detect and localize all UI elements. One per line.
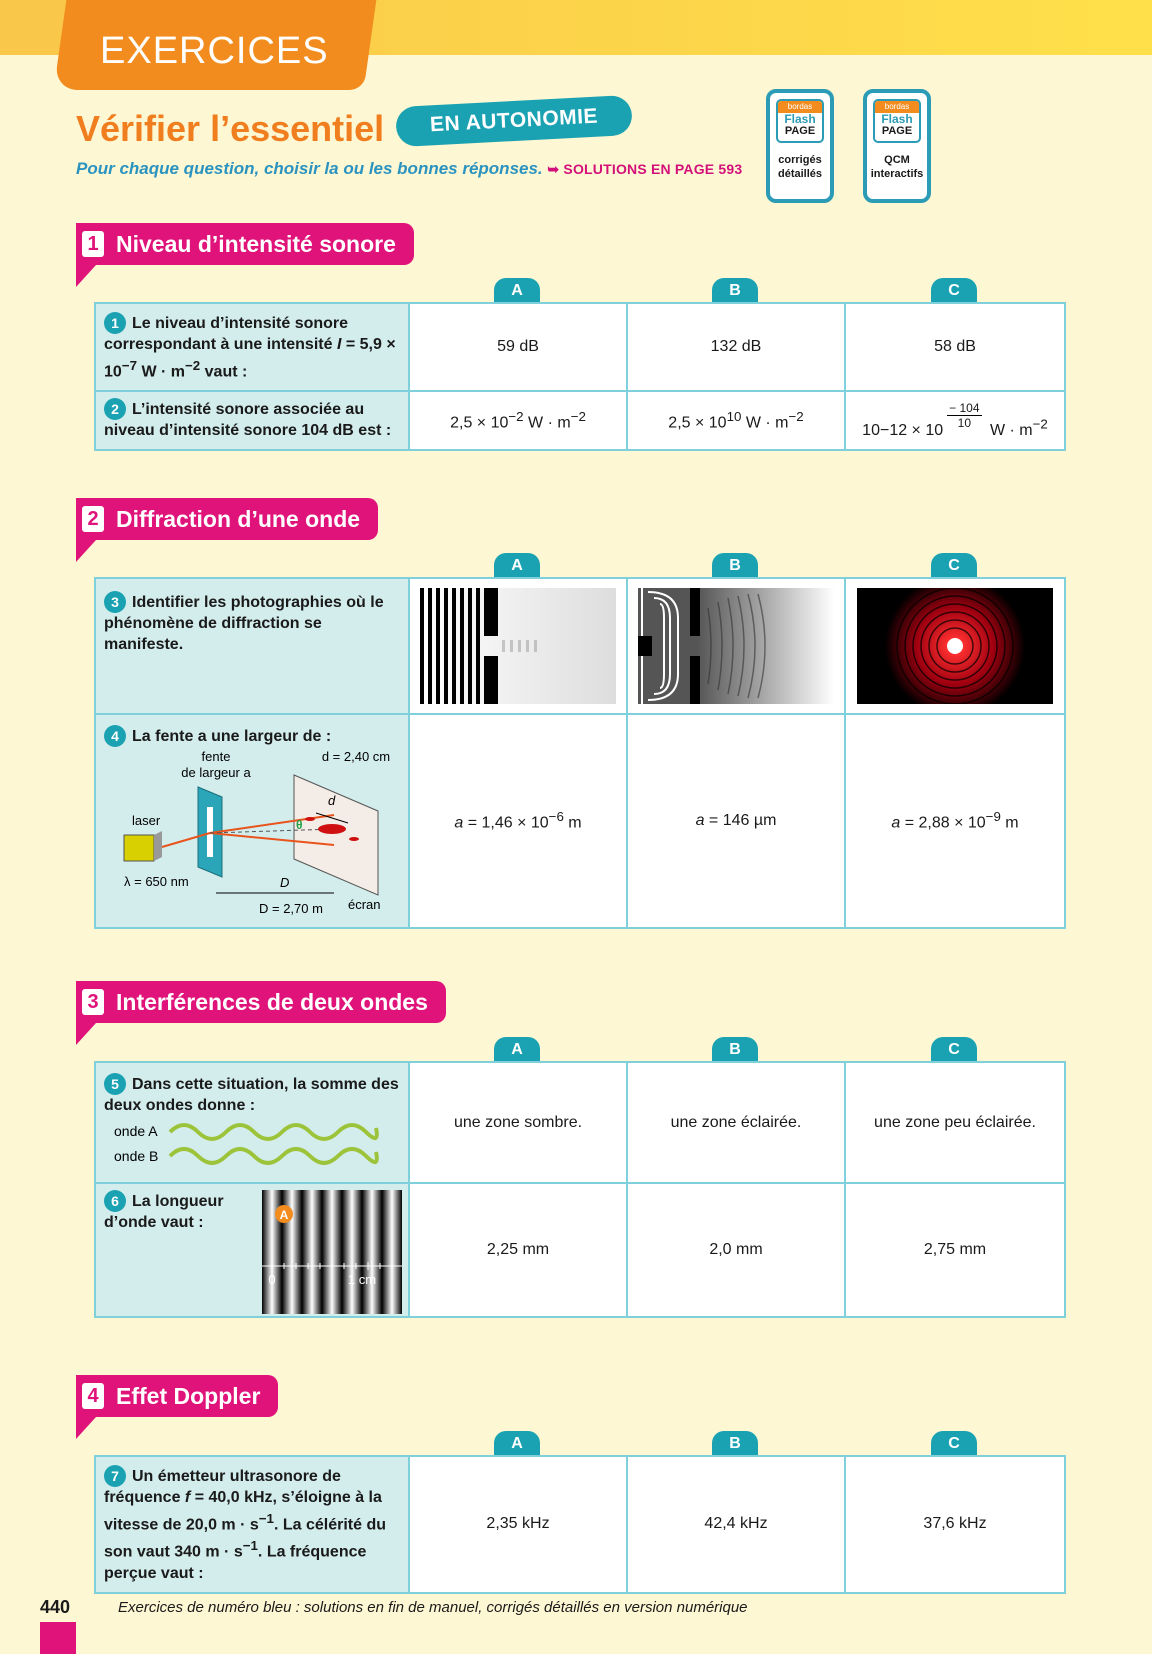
answer-6b[interactable]: 2,0 mm bbox=[627, 1183, 845, 1317]
page-label: PAGE bbox=[784, 125, 816, 137]
exp-denominator: 10 bbox=[957, 416, 971, 431]
question-4 bbox=[95, 714, 409, 928]
exp-numerator: 104 bbox=[959, 401, 980, 416]
section-number: 2 bbox=[82, 506, 104, 532]
section-number: 3 bbox=[82, 989, 104, 1015]
column-a-header: A bbox=[494, 1037, 540, 1061]
flash-label: Flash bbox=[784, 112, 816, 126]
question-6 bbox=[95, 1183, 409, 1317]
waves-figure bbox=[104, 1118, 400, 1170]
answer-3c[interactable] bbox=[845, 578, 1065, 714]
fringes-image bbox=[262, 1190, 402, 1314]
column-a-header: A bbox=[494, 278, 540, 302]
fig-label-slit: fente bbox=[201, 749, 231, 764]
question-text: Dans cette situation, la somme des deux ondes donne : bbox=[104, 1076, 399, 1114]
wave-a-label: onde A bbox=[114, 1123, 158, 1139]
scale-zero: 0 bbox=[268, 1272, 276, 1287]
column-b-header: B bbox=[712, 1431, 758, 1455]
footer-accent bbox=[40, 1622, 76, 1654]
section-number: 4 bbox=[82, 1383, 104, 1409]
question-text: L’intensité sonore associée au niveau d’intensité sonore 104 dB est : bbox=[104, 401, 392, 440]
marker-a: A bbox=[279, 1208, 289, 1222]
question-3 bbox=[95, 578, 409, 714]
column-b-header: B bbox=[712, 553, 758, 577]
flashpage-logo bbox=[873, 99, 921, 143]
answer-2c-base: 10−12 × 10 bbox=[862, 422, 944, 440]
photo-c-image bbox=[857, 588, 1053, 704]
answer-2b[interactable]: $2,5 \times 10^{10}$ $W \cdot m^{-2}$ bbox=[627, 391, 845, 450]
caption-line-2: détaillés bbox=[777, 168, 823, 180]
photo-a-image bbox=[420, 588, 616, 704]
flashpage-caption bbox=[867, 153, 927, 181]
fig-label-laser: laser bbox=[132, 813, 161, 828]
diffraction-figure bbox=[104, 749, 400, 919]
answer-6c[interactable]: 2,75 mm bbox=[845, 1183, 1065, 1317]
fig-label-slit-width: de largeur a bbox=[181, 765, 251, 780]
column-c-header: C bbox=[931, 1037, 977, 1061]
solutions-link[interactable]: ➥ SOLUTIONS EN PAGE 593 bbox=[547, 161, 743, 177]
section-2-header bbox=[76, 498, 378, 540]
question-number: 5 bbox=[104, 1073, 126, 1095]
section-title: Diffraction d’une onde bbox=[116, 506, 361, 532]
brand-label: bordas bbox=[875, 101, 919, 113]
section-title: Niveau d’intensité sonore bbox=[116, 231, 396, 257]
question-2 bbox=[95, 391, 409, 450]
section-title: Effet Doppler bbox=[116, 1383, 261, 1409]
fig-label-lambda: λ = 650 nm bbox=[124, 874, 189, 889]
caption-line-1: QCM bbox=[884, 154, 910, 166]
section-tail bbox=[76, 1023, 96, 1045]
column-c-header: C bbox=[931, 553, 977, 577]
fig-label-d: d = 2,40 cm bbox=[321, 749, 391, 764]
question-7: 7 Un émetteur ultrasonore de fréquence f = 40,0 kHz, s’éloigne à la vitesse de 20,0 $m \cdot s^{-1}$. La célérité du son vaut 340 $m \cdot s^{-1}$. La fréquence perçue vaut : bbox=[95, 1456, 409, 1593]
caption-line-2: interactifs bbox=[870, 168, 924, 180]
column-a-header: A bbox=[494, 1431, 540, 1455]
answer-7c[interactable]: 37,6 kHz bbox=[845, 1456, 1065, 1593]
answer-2c[interactable]: 10−12 × 10 $\frac{- 104}{10}$ $W \cdot m^{-2}$ bbox=[845, 391, 1065, 450]
fig-label-screen: écran bbox=[348, 897, 381, 912]
exercices-tab-label: EXERCICES bbox=[100, 30, 329, 72]
question-number: 4 bbox=[104, 725, 126, 747]
answer-2a[interactable]: $2,5 \times 10^{-2}$ $W \cdot m^{-2}$ bbox=[409, 391, 627, 450]
scale-1cm: 1 cm bbox=[347, 1272, 377, 1287]
answer-5b[interactable]: une zone éclairée. bbox=[627, 1062, 845, 1183]
question-table-4 bbox=[94, 1455, 1066, 1594]
fig-label-D: D = 2,70 m bbox=[259, 901, 323, 916]
question-text: La longueur d’onde vaut : bbox=[104, 1193, 224, 1231]
page-number: 440 bbox=[40, 1597, 71, 1617]
question-text: Identifier les photographies où le phénomène de diffraction se manifeste. bbox=[104, 594, 384, 653]
wave-b-label: onde B bbox=[114, 1148, 159, 1164]
section-1-header bbox=[76, 223, 414, 265]
column-b-header: B bbox=[712, 278, 758, 302]
question-number: 3 bbox=[104, 591, 126, 613]
page-title: Vérifier l’essentiel bbox=[76, 108, 385, 149]
answer-3b[interactable] bbox=[627, 578, 845, 714]
fig-label-D-short: D bbox=[280, 875, 290, 890]
instruction-text: Pour chaque question, choisir la ou les bonnes réponses. bbox=[76, 159, 543, 178]
answer-7a[interactable]: 2,35 kHz bbox=[409, 1456, 627, 1593]
column-a-header: A bbox=[494, 553, 540, 577]
autonomie-badge: EN AUTONOMIE bbox=[395, 95, 633, 147]
answer-5a[interactable]: une zone sombre. bbox=[409, 1062, 627, 1183]
answer-4a[interactable]: $a = 1,46 \times 10^{-6}$ m bbox=[409, 714, 627, 928]
section-tail bbox=[76, 265, 96, 287]
answer-4b[interactable]: a = 146 µm bbox=[627, 714, 845, 928]
page-label: PAGE bbox=[881, 125, 913, 137]
question-table-2 bbox=[94, 577, 1066, 929]
question-number: 6 bbox=[104, 1190, 126, 1212]
answer-1b[interactable]: 132 dB bbox=[627, 303, 845, 391]
instruction bbox=[76, 159, 742, 179]
brand-label: bordas bbox=[778, 101, 822, 113]
fig-label-theta: θ bbox=[296, 818, 303, 832]
answer-6a[interactable]: 2,25 mm bbox=[409, 1183, 627, 1317]
caption-line-1: corrigés bbox=[778, 154, 822, 166]
section-3-header bbox=[76, 981, 446, 1023]
photo-b-image bbox=[638, 588, 834, 704]
question-text: La fente a une largeur de : bbox=[132, 728, 332, 745]
section-title: Interférences de deux ondes bbox=[116, 989, 428, 1015]
question-number: 2 bbox=[104, 398, 126, 420]
column-c-header: C bbox=[931, 1431, 977, 1455]
flashpage-caption bbox=[770, 153, 830, 181]
answer-2c-unit: $W \cdot m^{-2}$ bbox=[989, 417, 1048, 440]
section-tail bbox=[76, 1417, 96, 1439]
answer-3a[interactable] bbox=[409, 578, 627, 714]
question-1: 1 Le niveau d’intensité sonore correspondant à une intensité $I = 5,9 \times 10^{-7}$ $W \cdot m^{-2}$ vaut : bbox=[95, 303, 409, 391]
question-table-3 bbox=[94, 1061, 1066, 1318]
question-6-text-block bbox=[104, 1190, 254, 1233]
question-number: 1 bbox=[104, 312, 126, 334]
flashpage-corriges-button[interactable] bbox=[766, 89, 834, 203]
section-4-header bbox=[76, 1375, 278, 1417]
section-number: 1 bbox=[82, 231, 104, 257]
question-5 bbox=[95, 1062, 409, 1183]
column-b-header: B bbox=[712, 1037, 758, 1061]
fig-label-d-short: d bbox=[328, 793, 336, 808]
question-table-1 bbox=[94, 302, 1066, 451]
flashpage-logo bbox=[776, 99, 824, 143]
answer-1c[interactable]: 58 dB bbox=[845, 303, 1065, 391]
answer-7b[interactable]: 42,4 kHz bbox=[627, 1456, 845, 1593]
section-tail bbox=[76, 540, 96, 562]
question-number: 7 bbox=[104, 1465, 126, 1487]
flashpage-qcm-button[interactable] bbox=[863, 89, 931, 203]
answer-1a[interactable]: 59 dB bbox=[409, 303, 627, 391]
column-c-header: C bbox=[931, 278, 977, 302]
flash-label: Flash bbox=[881, 112, 913, 126]
answer-5c[interactable]: une zone peu éclairée. bbox=[845, 1062, 1065, 1183]
footer-note: Exercices de numéro bleu : solutions en fin de manuel, corrigés détaillés en version numérique bbox=[118, 1599, 748, 1616]
answer-4c[interactable]: $a = 2,88 \times 10^{-9}$ m bbox=[845, 714, 1065, 928]
